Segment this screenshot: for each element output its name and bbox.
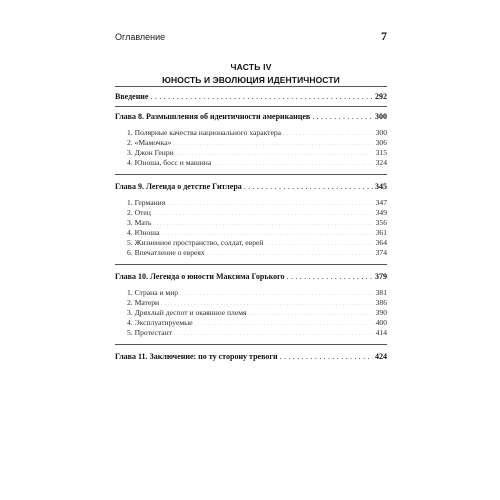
- toc-entry-section[interactable]: [127, 248, 387, 258]
- toc-entry-page: 414: [375, 328, 387, 337]
- leader-dots: [167, 200, 373, 210]
- toc-entry-page: 324: [375, 158, 387, 167]
- leader-dots: [287, 271, 373, 282]
- toc-entry-page: 386: [375, 298, 387, 307]
- toc-entry-section[interactable]: [127, 238, 387, 248]
- toc-entry-page: 374: [375, 248, 387, 257]
- toc-entry-page: 300: [375, 128, 387, 137]
- toc-entry-title: Глава 10. Легенда о юности Максима Горького: [115, 272, 285, 281]
- running-title: Оглавление: [115, 32, 166, 42]
- toc-entry-chapter-8[interactable]: [115, 111, 387, 122]
- page-number: 7: [381, 29, 387, 43]
- leader-dots: [283, 130, 374, 140]
- leader-dots: [280, 351, 373, 362]
- toc-entry-section[interactable]: [127, 218, 387, 228]
- toc-chapter-8: [115, 111, 387, 168]
- leader-dots: [153, 220, 373, 230]
- toc-entry-title: 4. Юноша, босс и машина: [127, 158, 212, 167]
- toc-entry-title: 1. Полярные качества национального характера: [127, 128, 282, 137]
- leader-dots: [265, 240, 373, 250]
- toc-entry-section[interactable]: [127, 198, 387, 208]
- toc-entry-section[interactable]: [127, 208, 387, 218]
- toc-entry-title: Глава 8. Размышления об идентичности американцев: [115, 112, 311, 121]
- toc-entry-page: 364: [375, 238, 387, 247]
- toc-entry-title: 2. Отец: [127, 208, 151, 217]
- toc-entry-page: 379: [375, 272, 387, 281]
- toc-entry-chapter-9[interactable]: [115, 181, 387, 192]
- toc-entry-page: 345: [375, 182, 387, 191]
- toc-entry-title: 4. Эксплуатируемые: [127, 318, 193, 327]
- toc-chapter-10: [115, 271, 387, 338]
- toc-entry-page: 381: [375, 288, 387, 297]
- leader-dots: [180, 290, 374, 300]
- running-head: [115, 29, 387, 45]
- toc-entry-page: 306: [375, 138, 387, 147]
- toc-entry-title: 5. Жизненное пространство, солдат, еврей: [127, 238, 264, 247]
- toc-entry-title: 4. Юноша: [127, 228, 160, 237]
- toc-entry-section[interactable]: [127, 138, 387, 148]
- toc-entry-page: 400: [375, 318, 387, 327]
- part-title: ЮНОСТЬ И ЭВОЛЮЦИЯ ИДЕНТИЧНОСТИ: [162, 75, 340, 85]
- leader-dots: [153, 210, 374, 220]
- leader-dots: [312, 111, 373, 122]
- leader-dots: [244, 181, 373, 192]
- toc-entry-title: 3. Мать: [127, 218, 152, 227]
- toc-entry-chapter-11[interactable]: [115, 351, 387, 362]
- toc-entry-title: 5. Протестант: [127, 328, 172, 337]
- toc-entry-section[interactable]: [127, 228, 387, 238]
- toc-entry-section[interactable]: [127, 128, 387, 138]
- toc-entry-page: 315: [375, 148, 387, 157]
- leader-dots: [207, 250, 374, 260]
- toc-entry-title: 3. Дряхлый деспот и окаянное племя: [127, 308, 247, 317]
- toc-entry-title: 1. Германия: [127, 198, 166, 207]
- leader-dots: [195, 320, 374, 330]
- toc-entry-introduction[interactable]: [115, 91, 387, 102]
- part-label: ЧАСТЬ IV: [230, 62, 272, 72]
- toc-entry-title: 1. Страна и мир: [127, 288, 179, 297]
- toc-entry-title: Глава 11. Заключение: по ту сторону тревоги: [115, 352, 278, 361]
- leader-dots: [213, 160, 373, 170]
- leader-dots: [150, 91, 373, 102]
- table-of-contents: [115, 86, 387, 362]
- toc-entry-title: 3. Джон Генри: [127, 148, 174, 157]
- leader-dots: [249, 310, 374, 320]
- toc-entry-page: 390: [375, 308, 387, 317]
- toc-entry-section[interactable]: [127, 298, 387, 308]
- toc-entry-section[interactable]: [127, 158, 387, 168]
- toc-chapter-9: [115, 181, 387, 258]
- toc-entry-page: 347: [375, 198, 387, 207]
- toc-entry-page: 300: [375, 112, 387, 121]
- toc-entry-page: 356: [375, 218, 387, 227]
- toc-entry-title: Глава 9. Легенда о детстве Гитлера: [115, 182, 242, 191]
- part-heading: [115, 62, 387, 86]
- toc-entry-section[interactable]: [127, 288, 387, 298]
- toc-entry-page: 349: [375, 208, 387, 217]
- toc-entry-title: 2. Матери: [127, 298, 160, 307]
- toc-entry-page: 361: [375, 228, 387, 237]
- toc-entry-section[interactable]: [127, 148, 387, 158]
- toc-entry-chapter-10[interactable]: [115, 271, 387, 282]
- toc-entry-section[interactable]: [127, 318, 387, 328]
- leader-dots: [174, 330, 374, 340]
- toc-entry-section[interactable]: [127, 328, 387, 338]
- toc-entry-section[interactable]: [127, 308, 387, 318]
- toc-entry-page: 424: [375, 352, 387, 361]
- leader-dots: [173, 140, 373, 150]
- toc-entry-title: 6. Впечатление о евреях: [127, 248, 205, 257]
- toc-entry-title: Введение: [115, 92, 149, 101]
- toc-entry-page: 292: [375, 92, 387, 101]
- toc-entry-title: 2. «Мамочка»: [127, 138, 172, 147]
